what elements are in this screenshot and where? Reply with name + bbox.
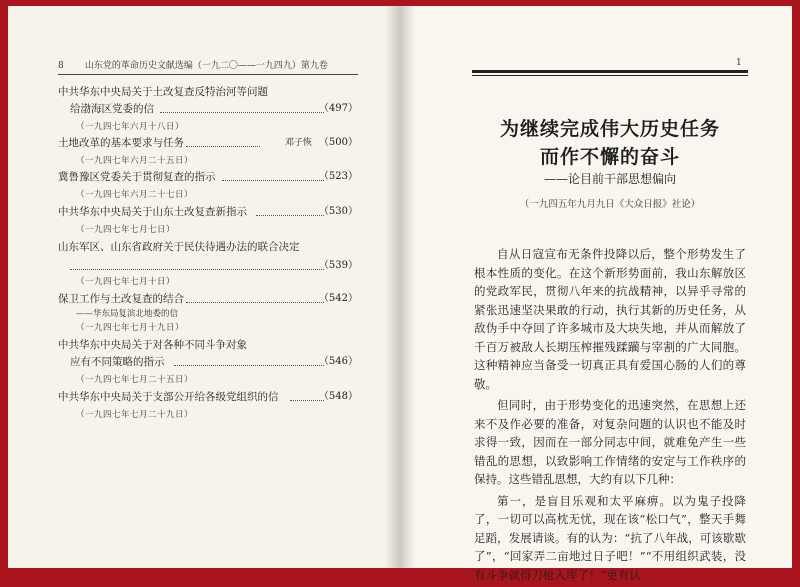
article-subtitle: ——论目前干部思想偏向 (543, 172, 676, 186)
toc-entry-date: （一九四七年七月十九日） (76, 323, 185, 333)
toc-entry-title-cont[interactable]: 应有不同策略的指示 （546） (70, 356, 358, 368)
toc-entry-title[interactable]: 中共华东中央局关于支部公开给各级党组织的信 （548） (58, 391, 358, 403)
dot-leader (256, 215, 324, 216)
toc-entry-title[interactable]: 山东军区、山东省政府关于民伕待遇办法的联合决定 (58, 241, 300, 253)
toc-page-ref: （548） (318, 391, 358, 402)
toc-entry-title[interactable]: 保卫工作与土改复查的结合 （542） (58, 293, 358, 305)
article-body (474, 245, 746, 587)
toc-entry-date: （一九四七年六月二十七日） (76, 190, 194, 200)
left-running-header (58, 58, 358, 71)
dot-leader (186, 302, 324, 303)
toc-entry-subtitle: ——华东局复滨北地委的信 (76, 309, 179, 319)
toc-entry-date: （一九四七年七月二十九日） (76, 410, 194, 420)
dot-leader (174, 365, 324, 366)
toc-entry-title[interactable]: 土地改革的基本要求与任务 邓子恢 （500） (58, 137, 358, 149)
paragraph: 第一，是盲目乐观和太平麻痹。以为鬼子投降了，一切可以高枕无忧，现在该“松口气”，整天手舞足蹈，发展请谈。有的认为：“抗了八年战，可该歇歇了”，“回家弄二亩地过日子吧！”“不用组织武装，没有斗争就得刀枪入库了！”更有认 (474, 493, 746, 582)
toc-entry-title[interactable]: 中共华东中央局关于土改复查反特治河等问题 (58, 86, 268, 98)
toc-page-ref: （539） (318, 260, 358, 271)
toc-page-ref: （497） (318, 103, 358, 114)
toc-entry-title[interactable]: 冀鲁豫区党委关于贯彻复查的指示 （523） (58, 171, 358, 183)
paragraph: 自从日寇宣布无条件投降以后，整个形势发生了根本性质的变化。在这个新形势面前，我山东解放区的党政军民，贯彻八年来的抗战精神，以异乎寻常的紧张迅速坚决果敢的行动，执行其新的历史任务，从敌伪手中夺回了许多城市及大块失地，并从而解放了千百万被敌人长期压榨摧残蹂躏与宰割的广大同胞。这种精神应当备受一切真正具有爱国心肠的人们的尊敬。 (474, 247, 746, 391)
toc-entry-date: （一九四七年六月十八日） (76, 122, 185, 132)
dot-leader (70, 269, 324, 270)
toc-page-ref: （542） (318, 293, 358, 304)
paragraph: 但同时，由于形势变化的迅速突然，在思想上还来不及作必要的准备，对复杂问题的认识也不能及时求得一致，因而在一部分同志中间，就难免产生一些错乱的思想，以致影响工作情绪的安定与工作秩序的保持。这些错乱思想，大约有以下几种： (474, 398, 746, 486)
toc-entry-date: （一九四七年七月二十五日） (76, 375, 194, 385)
toc-page-ref: （523） (318, 171, 358, 182)
header-rule-thin (472, 75, 748, 76)
toc-entry-title-cont[interactable] (70, 258, 358, 274)
running-head: 山东党的革命历史文献选编（一九二〇——一九四九）第九卷 (84, 61, 328, 71)
header-rule (58, 74, 358, 75)
toc-entry-date: （一九四七年七月十日） (76, 277, 176, 287)
toc-entry-title-cont[interactable]: 给渤海区党委的信 （497） (70, 103, 358, 115)
toc-entry-title[interactable]: 中共华东中央局关于山东土改复查新指示 （530） (58, 206, 358, 218)
article-title-line2: 而作不懈的奋斗 (539, 146, 680, 168)
right-page-number: 1 (736, 58, 742, 68)
dot-leader (186, 146, 260, 147)
toc-page-ref: （500） (318, 137, 358, 148)
article-title-line1: 为继续完成伟大历史任务 (499, 118, 720, 140)
toc-entry-title[interactable]: 中共华东中央局关于对各种不同斗争对象 (58, 339, 247, 351)
header-rule-thick (472, 70, 748, 73)
toc-entry-date: （一九四七年七月七日） (76, 225, 176, 235)
left-page-number: 8 (58, 61, 64, 71)
dot-leader (160, 112, 324, 113)
toc-page-ref: （530） (318, 206, 358, 217)
article-source: （一九四五年九月九日《大众日报》社论） (519, 199, 701, 210)
toc-page-ref: （546） (318, 356, 358, 367)
toc-author: 邓子恢 (284, 138, 312, 148)
toc-entry-date: （一九四七年六月二十五日） (76, 156, 194, 166)
dot-leader (222, 180, 324, 181)
